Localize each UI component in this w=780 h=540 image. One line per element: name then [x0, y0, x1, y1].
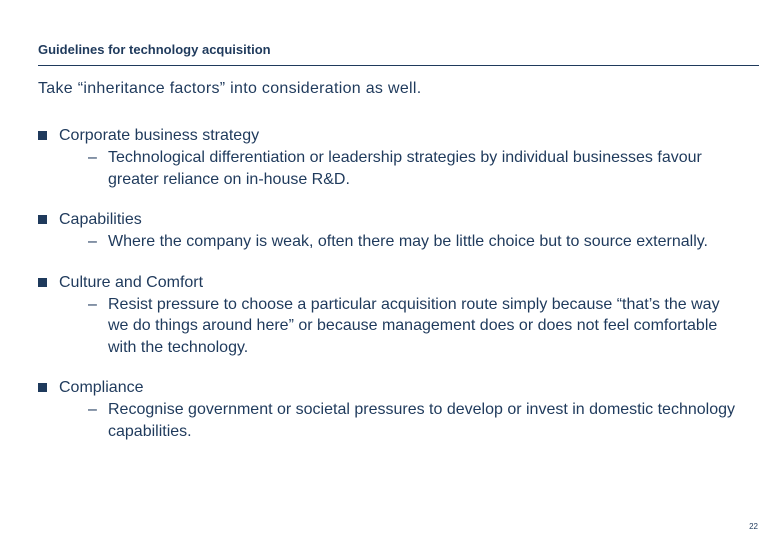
bullet-heading: Culture and Comfort [59, 273, 204, 291]
dash-marker: – [88, 295, 97, 313]
bullet-subtext: Where the company is weak, often there may be little choice but to source externally. [108, 233, 708, 250]
bullet-heading: Corporate business strategy [59, 127, 260, 144]
bullet-subtext: Technological differentiation or leadership strategies by individual businesses favour greater reliance on in-house R&D. [108, 149, 702, 188]
header-divider [38, 65, 759, 66]
dash-marker: – [88, 149, 97, 166]
slide-subtitle: Take “inheritance factors” into consideration as well. [38, 80, 422, 97]
bullet-item-compliance [38, 378, 758, 442]
page-number: 22 [749, 522, 758, 531]
bullet-subtext: Recognise government or societal pressures to develop or invest in domestic technology capabilities. [108, 401, 735, 440]
square-bullet-icon [38, 383, 47, 392]
header-title: Guidelines for technology acquisition [38, 42, 271, 57]
bullet-item-capabilities [38, 210, 758, 253]
square-bullet-icon [38, 278, 47, 287]
square-bullet-icon [38, 131, 47, 140]
bullet-item-culture [38, 273, 758, 359]
bullet-item-corporate-strategy [38, 126, 758, 190]
bullet-heading: Compliance [59, 379, 144, 396]
dash-marker: – [88, 233, 97, 250]
bullet-subtext: Resist pressure to choose a particular acquisition route simply because “that’s the way we do things around here” or because management does or does not feel comfortable with the technology. [108, 295, 720, 356]
bullet-heading: Capabilities [59, 211, 142, 228]
square-bullet-icon [38, 215, 47, 224]
dash-marker: – [88, 401, 97, 418]
bullet-list [38, 126, 758, 462]
